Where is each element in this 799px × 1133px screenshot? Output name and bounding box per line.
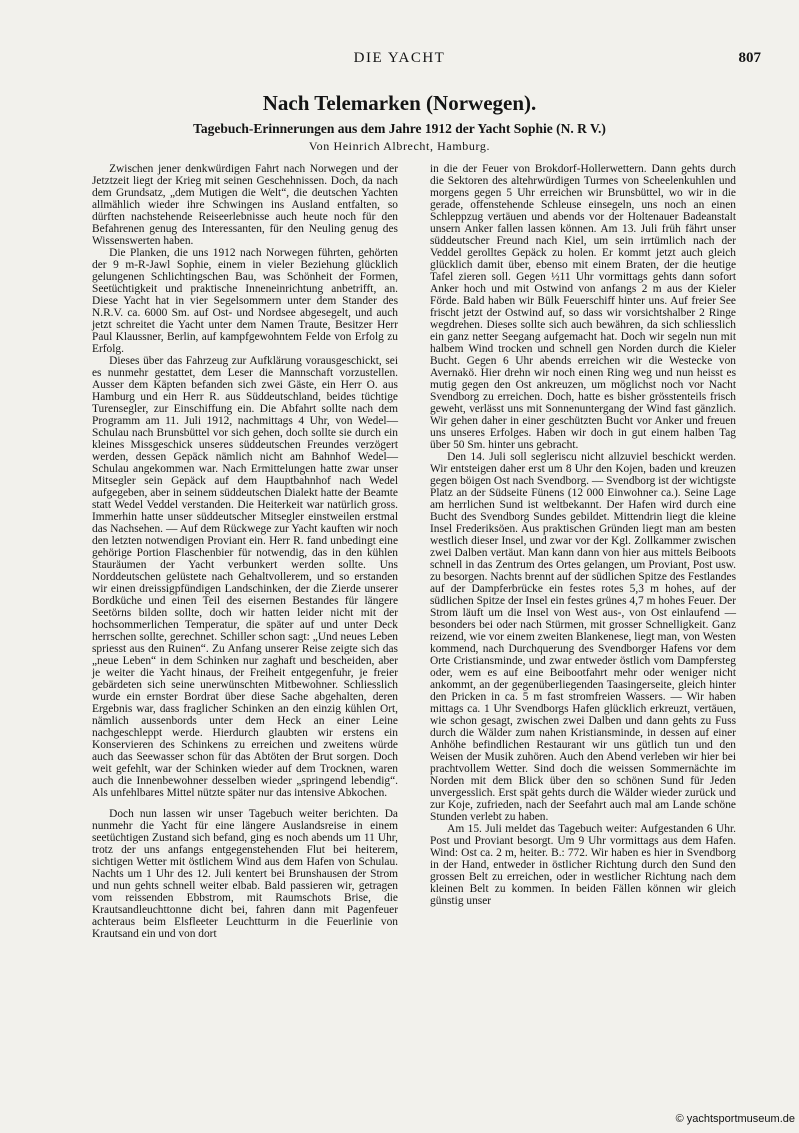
copyright-watermark: © yachtsportmuseum.de <box>675 1113 795 1125</box>
right-text-column <box>430 163 736 907</box>
running-title: DIE YACHT <box>353 50 446 66</box>
paragraph: Den 14. Juli soll segleriscu nicht allzuviel beschickt werden. Wir entsteigen daher erst um 8 Uhr den Kojen, baden und kreuzen gegen böigen Ost nach Svendborg. — Svendborg ist der wichtigste Platz an der Südseite Fünens (12 000 Einwohner ca.). Seine Lage am herrlichen Sund ist weltbekannt. Der Hafen wird durch eine Bucht des Svendborg Sundes gebildet. Mittendrin liegt die kleine Insel Frederiksöen. Aus praktischen Gründen liegt man am besten westlich dieser Insel, und zwar vor der Kgl. Zollkammer zwischen zwei Dalben vertäut. Man kann dann von hier aus mittels Beiboots schnell in das Zentrum des Ortes gelangen, um Proviant, Post usw. zu besorgen. Nachts brennt auf der südlichen Spitze des Festlandes auf der Dampferbrücke ein festes rotes 5,3 m hohes, auf der südlichen Spitze der Insel ein festes grünes 4,7 m hohes Feuer. Der Strom läuft um die Insel von West aus-, von Ost einlaufend — besonders bei oder nach Stürmen, mit grosser Schnelligkeit. Ganz reizend, wie vor einem zweiten Blankenese, liegt man, von Westen kommend, nach Durchquerung des Svendborger Hafens vor dem Orte Cristiansminde, und zwar entweder östlich vom Dampfersteg oder, wem es auf eine Beibootfahrt mehr oder weniger nicht ankommt, an der gegenüberliegenden Taasingerseite, gleich hinter den Pricken in ca. 5 m fast stromfreien Wassers. — Wir haben mittags ca. 1 Uhr Svendborgs Hafen glücklich erkreuzt, vertäuen, wie schon gesagt, zwischen zwei Dalben und dann gehts zu Fuss durch die Wälder zum nahen Kristiansminde, in dessen auf einer Anhöhe befindlichen Restaurant wir uns gütlich tun und den Weisen der Musik zuhören. Auch den Abend verleben wir hier bei prachtvollem Wetter. Sind doch die weissen Sommernächte im Norden mit dem Blick über den so schönen Sund für Jeden unvergesslich. Erst spät gehts durch die Wälder wieder zurück und zur Koje, zufrieden, nach der Seefahrt auch mal am Lande schöne Stunden verlebt zu haben. <box>430 451 736 823</box>
article-byline: Von Heinrich Albrecht, Hamburg. <box>308 139 491 153</box>
paragraph: Dieses über das Fahrzeug zur Aufklärung vorausgeschickt, sei es nunmehr gestattet, dem Leser die Mannschaft vorzustellen. Ausser dem Käpten befanden sich zwei Gäste, ein Herr O. aus Hamburg und ein Herr R. aus Süddeutschland, beides tüchtige Turensegler, zur Einschiffung ein. Die Abfahrt sollte nach dem Programm am 11. Juli 1912, nachmittags 4 Uhr, von Wedel—Schulau nach Brunsbüttel vor sich gehen, doch sollte sie durch ein kleines Missgeschick unseres süddeutschen Freundes verzögert werden, dessen Gepäck nämlich nicht am Bahnhof Wedel—Schulau angekommen war. Nach Ermittelungen hatte zwar unser Mitsegler sein Gepäck auf dem Hauptbahnhof nach Wedel aufgegeben, aber in seinem süddeutschen Dialekt hatte der Beamte statt Wedel Veddel verstanden. Die Heiterkeit war natürlich gross. Immerhin hatte unser süddeutscher Mitsegler einstweilen erstmal das Nachsehen. — Auf dem Rückwege zur Yacht kauften wir noch den letzten notwendigen Proviant ein. Herr R. fand unbedingt eine gehörige Portion Flaschenbier für notwendig, das in den kühlen Stauräumen der Yacht verbunkert werden sollte. Uns Norddeutschen gelüstete nach Gehaltvollerem, und so erstanden wir einen dreissigpfündigen Landschinken, der die Zierde unserer Bordküche und einen Teil des eisernen Bestandes für längere Seetörns bilden sollte, doch wir hatten leider nicht mit der hochsommerlichen Temperatur, die später auf und unter Deck herrschen sollte, gerechnet. Schiller schon sagt: „Und neues Leben spriesst aus den Ruinen“. Zu Anfang unserer Reise zeigte sich das „neue Leben“ in dem Schinken nur zaghaft und bescheiden, aber je weiter die Yacht hinaus, der Freiheit entgegenfuhr, je freier gebärdeten sich seine unerwünschten Mitbewohner. Schliesslich wurde ein ernster Bordrat über diese Sache abgehalten, deren Ergebnis war, dass fraglicher Schinken an den einzig kühlen Ort, nämlich aussenbords unter dem Heck an einer Leine nachgeschleppt werde. Hierdurch glaubten wir erstens ein Konservieren des Schinkens zu erreichen und zweitens würde auch das Seewasser schon für das Abtöten der Brut sorgen. Doch weit gefehlt, war der Schinken wieder auf dem Trocknen, waren auch die Innenbewohner desselben wieder „springend lebendig“. Als unfehlbares Mittel nützte später nur das intensive Abkochen. <box>92 355 398 799</box>
paragraph: in die der Feuer von Brokdorf-Hollerwettern. Dann gehts durch die Sektoren des altehrwürdigen Turmes von Scheelenkuhlen und morgens gegen 5 Uhr erreichen wir Brunsbüttel, wo wir in die gerade, offenstehende Schleuse einsegeln, uns noch an einen Schleppzug vertäuen und abends vor der Holtenauer Badeanstalt unsern Anker fallen lassen können. Am 13. Juli früh fährt unser süddeutscher Freund nach Kiel, um sein irrtümlich nach der Veddel gerolltes Gepäck zu holen. Er kommt jetzt auch gleich glücklich damit über, ebenso mit einem Braten, der die heutige Tafel zieren soll. Gegen ½11 Uhr vormittags gehts dann sofort Anker hoch und mit Ostwind von anfangs 2 m aus der Kieler Förde. Bald haben wir Bülk Feuerschiff hinter uns. Auf freier See frischt jetzt der Ostwind auf, so dass wir vorsichtshalber 2 Ringe wegdrehen. Dieses sollte sich auch bewähren, da sich schliesslich ein ganz netter Seegang aufgemacht hat. Doch wir segeln nun mit halbem Wind trocken und schnell gen Norden durch die Kieler Bucht. Gegen 6 Uhr abends erreichen wir die Westecke von Avernakö. Hier drehn wir noch einen Ring weg und nun heisst es mutig gegen den Ost ankreuzen, um möglichst noch vor Nacht Svendborg zu erreichen. Doch, hatte es bisher grösstenteils frisch geweht, verlässt uns mit Sonnenuntergang der Wind fast gänzlich. Wir gehen daher in einer geschützten Bucht vor Anker und freuen uns unseres Erfolges. Haben wir doch in gut einem halben Tag über 50 Sm. hinter uns gebracht. <box>430 163 736 451</box>
article-title: Nach Telemarken (Norwegen). <box>262 91 537 115</box>
paragraph: Am 15. Juli meldet das Tagebuch weiter: Aufgestanden 6 Uhr. Post und Proviant besorgt. Um 9 Uhr vormittags aus dem Hafen. Wind: Ost ca. 2 m, heiter. B.: 772. Wir haben es hier in Svendborg in der Hand, entweder in östlicher Richtung durch den Sund den grossen Belt zu erreichen, oder in westlicher Richtung nach dem kleinen Belt zu kommen. In beiden Fällen können wir gleich günstig unser <box>430 823 736 907</box>
paragraph: Zwischen jener denkwürdigen Fahrt nach Norwegen und der Jetztzeit liegt der Krieg mit seinen Geschehnissen. Doch, da nach dem Grundsatz, „dem Mutigen die Welt“, die deutschen Yachten allmählich wieder ihre Schwingen ins Ausland entfalten, so dürften nachstehende Reiseerlebnisse auch heute noch für den Befahrenen genug des Interessanten, für den Neuling genug des Wissenswerten haben. <box>92 163 398 247</box>
paragraph: Die Planken, die uns 1912 nach Norwegen führten, gehörten der 9 m-R-Jawl Sophie, einem in vieler Beziehung glücklich gelungenen Schlichtingschen Bau, was Schönheit der Formen, Seetüchtigkeit und praktische Inneneinrichtung anbetrifft, an. Diese Yacht hat in vier Segelsommern unter dem Stander des N.R.V. ca. 6000 Sm. auf Ost- und Nordsee abgesegelt, und auch jetzt schreitet die Yacht unter dem Namen Traute, Besitzer Herr Paul Klaussner, Berlin, auf kampfgewohntem Felde von Erfolg zu Erfolg. <box>92 247 398 355</box>
paragraph: Doch nun lassen wir unser Tagebuch weiter berichten. Da nunmehr die Yacht für eine längere Auslandsreise in einem seetüchtigen Zustand sich befand, ging es noch abends um 11 Uhr, trotz der uns anfangs entgegenstehenden Flut bei heiterem, sichtigen Wetter mit östlichem Wind aus dem Hafen von Schulau. Nachts um 1 Uhr des 12. Juli kentert bei Brunshausen der Strom und nun gehts schnell weiter elbab. Bald passieren wir, getragen vom reissenden Ebbstrom, mit Raumschots Brise, die Krautsandleuchttonne dicht bei, fahren dann mit Pagenfeuer achteraus beim Elsfleeter Leuchtturm in die Feuerlinie von Krautsand ein und von dort <box>92 808 398 940</box>
article-subtitle: Tagebuch-Erinnerungen aus dem Jahre 1912 der Yacht Sophie (N. R V.) <box>193 121 606 136</box>
left-text-column <box>92 163 398 940</box>
page-number: 807 <box>738 50 761 66</box>
